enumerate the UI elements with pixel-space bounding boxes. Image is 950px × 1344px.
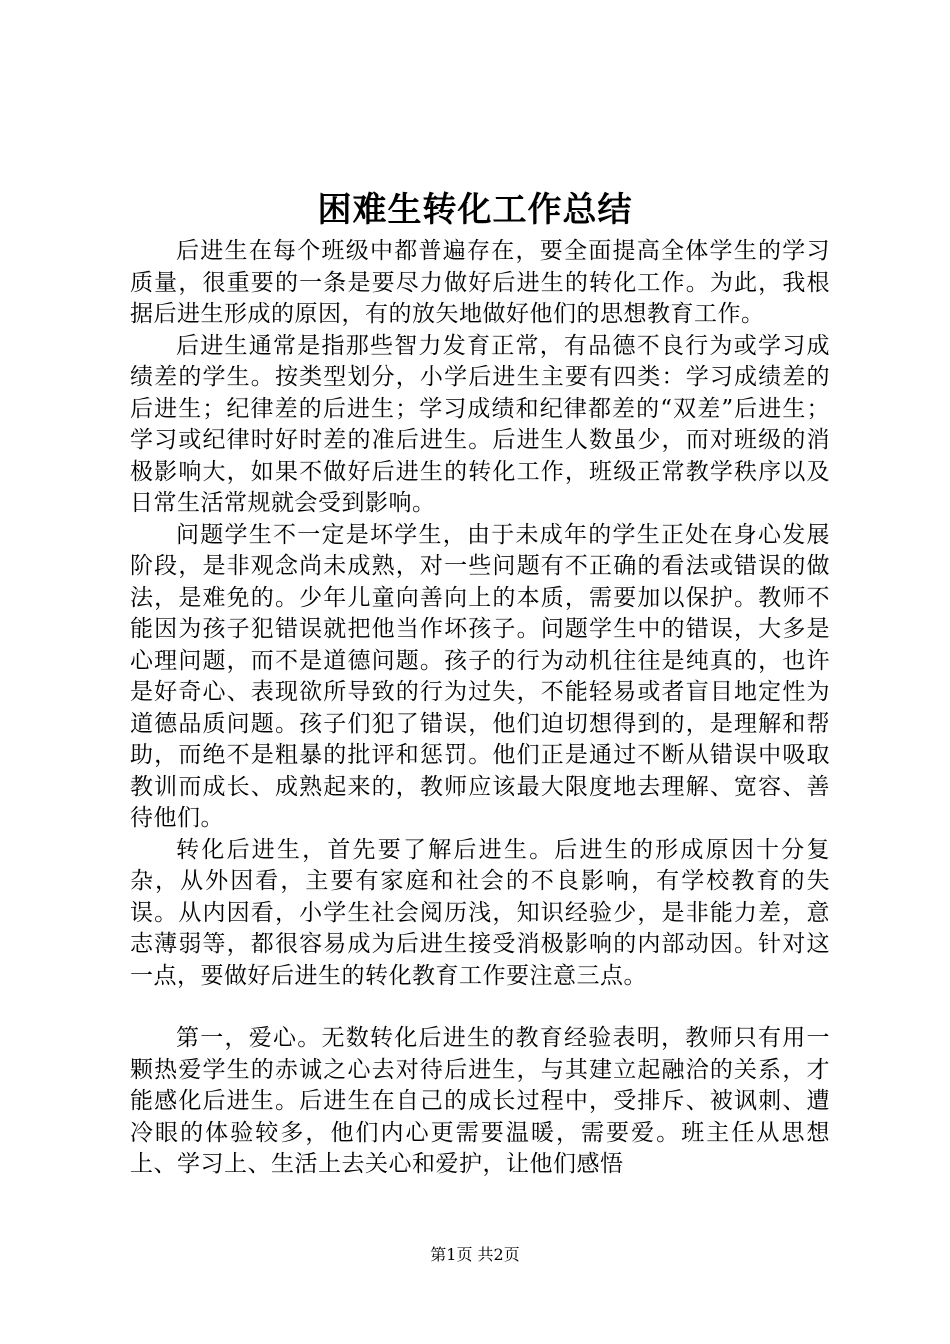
document-body <box>130 236 830 1181</box>
paragraph-3: 问题学生不一定是坏学生，由于未成年的学生正处在身心发展阶段，是非观念尚未成熟，对一些问题有不正确的看法或错误的做法，是难免的。少年儿童向善向上的本质，需要加以保护。教师不能因为孩子犯错误就把他当作坏孩子。问题学生中的错误，大多是心理问题，而不是道德问题。孩子的行为动机往往是纯真的，也许是好奇心、表现欲所导致的行为过失，不能轻易或者盲目地定性为道德品质问题。孩子们犯了错误，他们迫切想得到的，是理解和帮助，而绝不是粗暴的批评和惩罚。他们正是通过不断从错误中吸取教训而成长、成熟起来的，教师应该最大限度地去理解、宽容、善待他们。 <box>130 521 830 831</box>
paragraph-1: 后进生在每个班级中都普遍存在，要全面提高全体学生的学习质量，很重要的一条是要尽力做好后进生的转化工作。为此，我根据后进生形成的原因，有的放矢地做好他们的思想教育工作。 <box>130 238 830 327</box>
document-title: 困难生转化工作总结 <box>317 190 633 230</box>
page-footer: 第1页 共2页 <box>430 1245 520 1264</box>
paragraph-5: 第一，爱心。无数转化后进生的教育经验表明，教师只有用一颗热爱学生的赤诚之心去对待后进生，与其建立起融洽的关系，才能感化后进生。后进生在自己的成长过程中，受排斥、被讽刺、遭冷眼的体验较多，他们内心更需要温暖，需要爱。班主任从思想上、学习上、生活上去关心和爱护，让他们感悟 <box>130 1025 830 1177</box>
paragraph-2: 后进生通常是指那些智力发育正常，有品德不良行为或学习成绩差的学生。按类型划分，小学后进生主要有四类：学习成绩差的后进生；纪律差的后进生；学习成绩和纪律都差的“双差”后进生；学习或纪律时好时差的准后进生。后进生人数虽少，而对班级的消极影响大，如果不做好后进生的转化工作，班级正常教学秩序以及日常生活常规就会受到影响。 <box>130 332 830 516</box>
paragraph-4: 转化后进生，首先要了解后进生。后进生的形成原因十分复杂，从外因看，主要有家庭和社会的不良影响，有学校教育的失误。从内因看，小学生社会阅历浅，知识经验少，是非能力差，意志薄弱等，都很容易成为后进生接受消极影响的内部动因。针对这一点，要做好后进生的转化教育工作要注意三点。 <box>130 836 830 989</box>
